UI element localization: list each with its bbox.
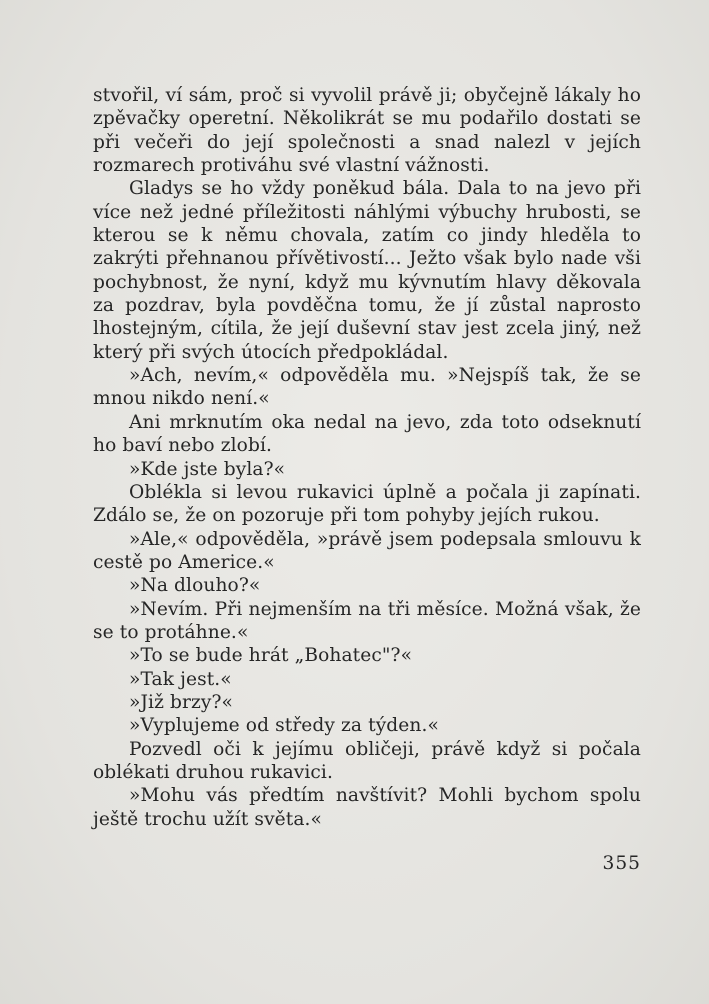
paragraph: Pozvedl oči k jejímu obličeji, právě když si počala oblékati druhou rukavici. (93, 738, 641, 783)
page-number: 355 (602, 853, 641, 874)
paragraph: »Na dlouho?« (129, 575, 261, 597)
paragraph: »Ale,« odpověděla, »právě jsem podepsala smlouvu k cestě po Americe.« (93, 528, 641, 573)
paragraph: »Již brzy?« (129, 691, 234, 713)
paragraph: »Nevím. Při nejmenším na tři měsíce. Možná však, že se to protáhne.« (93, 598, 641, 643)
paragraph: Oblékla si levou rukavici úplně a počala ji zapínati. Zdálo se, že on pozoruje při tom pohyby jejích rukou. (93, 481, 641, 527)
paragraph: »Ach, nevím,« odpověděla mu. »Nejspíš tak, že se mnou nikdo není.« (93, 365, 641, 410)
paragraph: Ani mrknutím oka nedal na jevo, zda toto odseknutí ho baví nebo zlobí. (93, 411, 641, 457)
paragraph: »Mohu vás předtím navštívit? Mohli bychom spolu ještě trochu užít světa.« (93, 785, 641, 830)
paragraph: »To se bude hrát „Bohatec"?« (129, 645, 413, 667)
paragraph: »Kde jste byla?« (129, 458, 286, 480)
paragraph: Gladys se ho vždy poněkud bála. Dala to na jevo při více než jedné příležitosti náhlými výbuchy hrubosti, se kterou se k němu chovala, zatím co jindy hleděla to zakrýti přehnanou přívětivostí... Ježto však bylo nade vši pochybnost, že nyní, když mu kývnutím hlavy děkovala za pozdrav, byla povděčna tomu, že jí zůstal naprosto lhostejným, cítila, že její duševní stav jest zcela jiný, než který při svých útocích předpokládal. (93, 178, 641, 363)
paragraph: stvořil, ví sám, proč si vyvolil právě ji; obyčejně lákaly ho zpěvačky operetní. Několikrát se mu podařilo dostati se při večeři do její společnosti a snad nalezl v jejích rozmarech protiváhu své vlastní vážnosti. (93, 85, 641, 177)
body-text (93, 84, 641, 831)
paragraph: »Vyplujeme od středy za týden.« (129, 715, 439, 737)
paragraph: »Tak jest.« (129, 668, 232, 690)
